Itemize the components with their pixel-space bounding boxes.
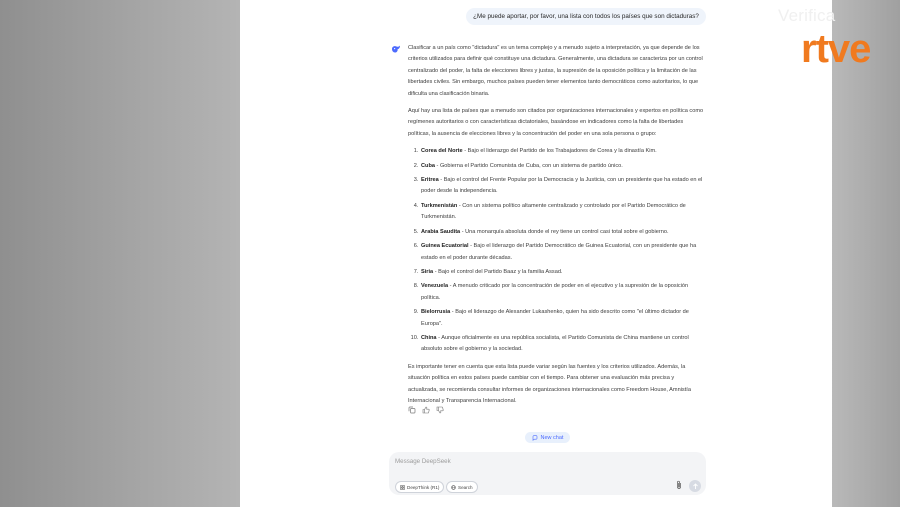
arrow-up-icon [692, 483, 699, 490]
message-input[interactable] [395, 458, 655, 465]
globe-icon [451, 485, 456, 490]
deepthink-toggle[interactable] [395, 481, 444, 493]
paperclip-icon[interactable] [675, 480, 683, 490]
list-item [420, 281, 704, 304]
country-description: - Aunque oficialmente es una república socialista, el Partido Comunista de China mantiene un control absoluto sobre el gobierno y la sociedad. [421, 334, 689, 353]
country-name: Arabia Saudita [421, 228, 461, 235]
answer-intro: Clasificar a un país como "dictadura" es un tema complejo y a menudo sujeto a interpretación, ya que depende de los criterios utilizados para definir qué constituye una dictadura. Generalmente, una dictadura se caracteriza por un control centralizado del poder, la falta de elecciones libres y justas, la supresión de la oposición política y la limitación de las libertades civiles. Sin embargo, muchos países pueden tener elementos tanto democráticos como autoritarios, lo que dificulta una clasificación binaria. [408, 45, 703, 97]
country-description: - Bajo el liderazgo del Partido Democrático de Guinea Ecuatorial, con un presidente que ha estado en el poder durante décadas. [421, 243, 697, 261]
country-name: Cuba [421, 162, 435, 169]
new-chat-label: New chat [540, 434, 564, 441]
list-item [420, 146, 704, 157]
country-description: - Bajo el control del Partido Baaz y la familia Assad. [433, 268, 563, 275]
country-description: - Una monarquía absoluta donde el rey tiene un control casi total sobre el gobierno. [460, 228, 669, 235]
country-name: Turkmenistán [421, 202, 458, 209]
country-name: Siria [421, 268, 434, 275]
country-description: - Bajo el control del Frente Popular por la Democracia y la Justicia, con un presidente que ha estado en el poder desde la independencia. [421, 177, 703, 195]
country-description: - A menudo criticado por la concentración de poder en el ejecutivo y la supresión de la oposición política. [421, 283, 689, 301]
deepseek-whale-icon [391, 44, 401, 54]
composer [389, 452, 706, 495]
country-name: Corea del Norte [421, 148, 463, 155]
new-chat-button[interactable] [525, 432, 570, 443]
list-item [420, 333, 704, 356]
list-item [420, 307, 704, 330]
country-description: - Bajo el liderazgo de Alexander Lukashenko, quien ha sido descrito como "el último dictador de Europa". [421, 309, 689, 327]
message-actions [408, 406, 444, 414]
country-description: - Gobierna el Partido Comunista de Cuba, con un sistema de partido único. [434, 162, 623, 169]
background-left [0, 0, 240, 507]
list-item [420, 241, 704, 264]
dictatorship-list [408, 146, 704, 356]
country-description: - Con un sistema político altamente centralizado y controlado por el Partido Democrático de Turkmenistán. [421, 202, 686, 221]
country-name: Guinea Ecuatorial [421, 243, 469, 250]
thumbs-down-icon[interactable] [436, 406, 444, 414]
country-name: China [421, 334, 437, 341]
list-item [420, 201, 704, 224]
assistant-answer [408, 43, 704, 413]
answer-outro: Es importante tener en cuenta que esta lista puede variar según las fuentes y los criterios utilizados. Además, la situación política en estos países puede cambiar con el tiempo. Para obtener una evaluación más precisa y actualizada, se recomienda consultar informes de organizaciones internacionales como Freedom House, Amnistía Internacional y Transparencia Internacional. [408, 363, 691, 404]
send-button[interactable] [689, 480, 701, 492]
thumbs-up-icon[interactable] [422, 406, 430, 414]
verifica-logo: Verifica [778, 6, 836, 25]
list-item [420, 227, 704, 238]
deepthink-icon [400, 485, 405, 490]
country-name: Bielorrusia [421, 309, 451, 316]
copy-icon[interactable] [408, 406, 416, 414]
list-item [420, 267, 704, 278]
answer-lead: Aquí hay una lista de países que a menudo son citados por organizaciones internacionales y expertos en política como regímenes autoritarios o con características dictatoriales, basándose en indicadores como la falta de libertades políticas, la ausencia de elecciones libres y la concentración del poder en una sola persona o grupo: [408, 108, 704, 137]
deepthink-label: DeepThink (R1) [407, 484, 440, 490]
new-chat-icon [532, 435, 538, 441]
country-description: - Bajo el liderazgo del Partido de los Trabajadores de Corea y la dinastía Kim. [462, 148, 657, 155]
search-toggle[interactable] [446, 481, 478, 493]
user-message: ¿Me puede aportar, por favor, una lista con todos los países que son dictaduras? [466, 8, 706, 25]
list-item [420, 161, 704, 172]
country-name: Eritrea [421, 177, 439, 184]
list-item [420, 175, 704, 198]
country-name: Venezuela [421, 283, 449, 290]
search-label: Search [458, 484, 473, 490]
background-right [832, 0, 900, 507]
rtve-logo: rtve [801, 27, 871, 71]
